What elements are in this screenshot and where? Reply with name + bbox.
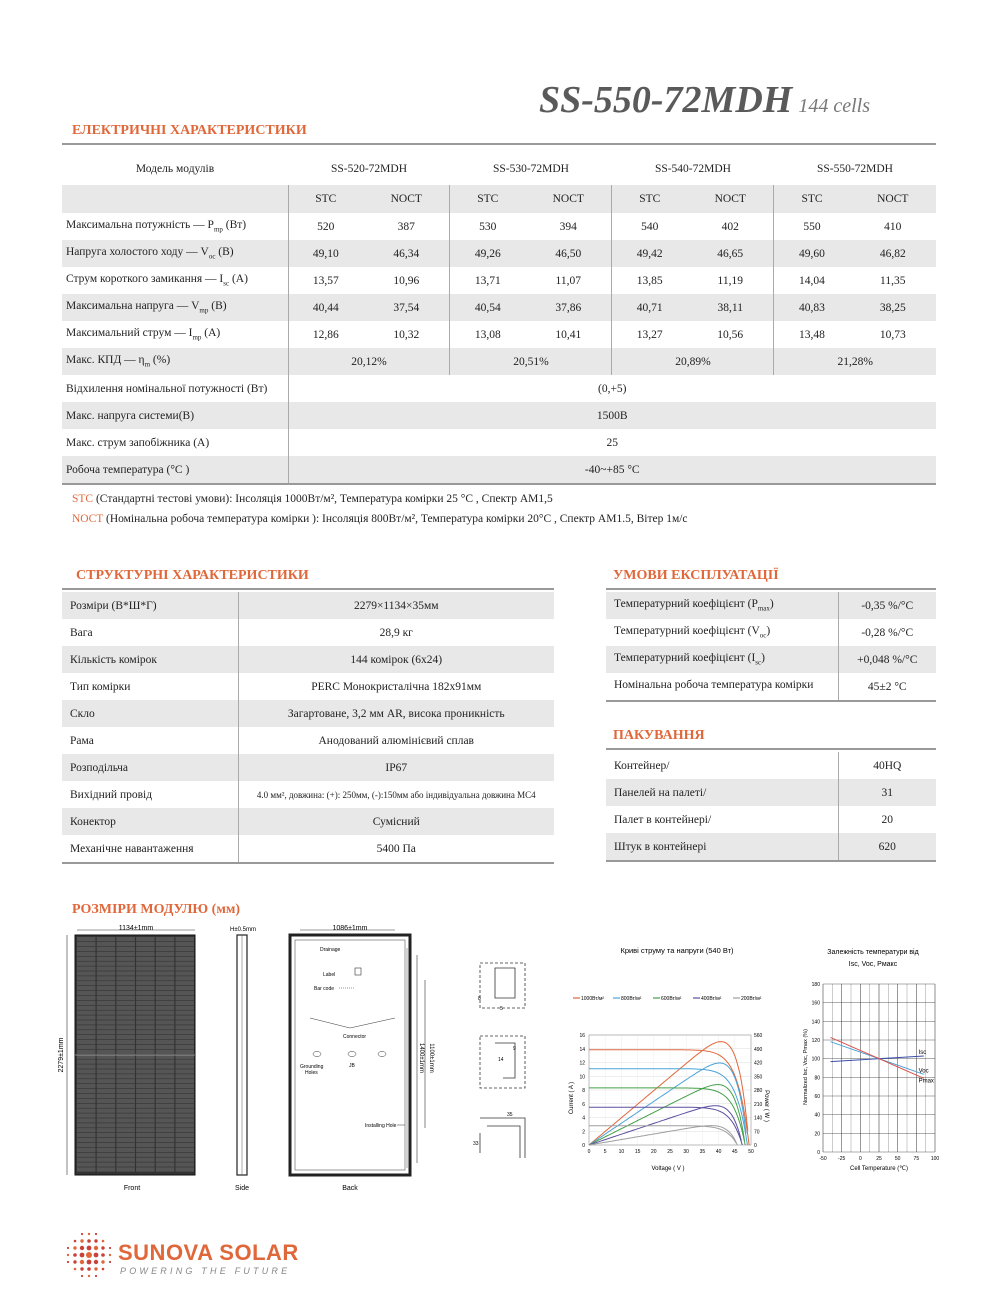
structural-row (62, 619, 554, 646)
logo-dot (87, 1239, 91, 1243)
temp-ytick: 80 (814, 1075, 820, 1082)
row-label: Рама (62, 727, 238, 754)
dim-5: 5 (500, 1006, 503, 1012)
logo-dot (73, 1246, 76, 1249)
iv-y2tick: 210 (754, 1101, 763, 1108)
iv-ytick: 12 (579, 1060, 585, 1067)
row-value: 144 комірок (6x24) (350, 653, 443, 666)
logo-dot (67, 1247, 69, 1249)
row-value: Анодований алюмінієвий сплав (318, 734, 474, 747)
row-value: PERC Монокристалічна 182x91мм (311, 680, 482, 693)
logo-dot (109, 1261, 111, 1263)
jb-label: JB (349, 1063, 355, 1069)
operating-table (606, 592, 936, 702)
row-label: Максимальний струм — $I_{mp}$ (A) (66, 327, 221, 342)
row-value: 1500В (288, 402, 936, 429)
dim-9: 9 (513, 1046, 516, 1052)
row-value: 40,83 (774, 294, 850, 321)
logo-dot (94, 1246, 98, 1250)
structural-row (62, 646, 554, 673)
logo-dot (81, 1233, 83, 1235)
temp-series-label: Pmax (918, 1078, 934, 1085)
iv-xlabel: Voltage ( V ) (651, 1166, 685, 1172)
packing-row (606, 779, 936, 806)
row-value: 46,50 (555, 247, 582, 260)
side-view (230, 927, 256, 1192)
row-value: 410 (884, 220, 902, 233)
stc-head: STC (288, 185, 363, 213)
iv-y2label: Power ( W ) (763, 1090, 769, 1122)
electrical-row (62, 267, 936, 294)
row-label: Відхилення номінальної потужності (Вт) (66, 382, 268, 395)
iv-chart (565, 940, 770, 1180)
divider (606, 748, 936, 750)
temp-ytick: 120 (811, 1038, 820, 1044)
temp-ytick: 100 (811, 1056, 820, 1063)
row-value: 10,96 (393, 274, 420, 287)
model-name: SS-530-72MDH (492, 163, 569, 175)
temp-xtick: 25 (876, 1156, 882, 1162)
temp-series-label: Voc (918, 1068, 929, 1075)
iv-xtick: 20 (651, 1149, 657, 1155)
iv-y2tick: 0 (754, 1143, 757, 1149)
row-value: 49,26 (450, 240, 525, 267)
row-value: +0,048 %/°C (857, 653, 918, 666)
logo-dot (109, 1247, 111, 1249)
logo-dot (102, 1240, 105, 1243)
temp-ytick: 40 (814, 1112, 820, 1119)
logo-dot (101, 1253, 105, 1257)
logo-dot (102, 1268, 105, 1271)
logo-dot (95, 1233, 97, 1235)
logo-dot (67, 1261, 69, 1263)
row-value: -0,35 %/°C (861, 599, 914, 612)
iv-ylabel: Current ( A ) (569, 1081, 575, 1115)
iv-xtick: 50 (748, 1149, 754, 1155)
electrical-title: ЕЛЕКТРИЧНІ ХАРАКТЕРИСТИКИ (72, 123, 307, 138)
side-h: H±0.5mm (230, 927, 256, 933)
row-label: Температурний коефіцієнт $(P_{max})$ (606, 592, 838, 619)
row-value: 10,56 (717, 328, 744, 341)
row-label: Номінальна робоча температура комірки (606, 673, 838, 700)
row-value: 530 (450, 213, 525, 240)
structural-row (62, 727, 554, 754)
row-value: 4.0 мм², довжина: (+): 250мм, (-):150мм або індивідуальна довжина MC4 (256, 789, 536, 800)
model-name: SS-550-72MDH (816, 163, 893, 175)
row-label: Макс. КПД — $\eta_m$ (%) (66, 354, 171, 369)
structural-row (62, 700, 554, 727)
row-value: 13,57 (288, 267, 363, 294)
row-label: Максимальна потужність — $P_{mp}$ (Вт) (66, 219, 247, 234)
logo-dot (74, 1240, 77, 1243)
logo-dot (80, 1267, 83, 1270)
row-label: Максимальна напруга — $V_{mp}$ (В) (66, 300, 227, 315)
row-value: Сумісний (372, 815, 420, 828)
iv-curve (589, 1126, 737, 1145)
row-label: Вихідний провід (62, 781, 238, 808)
operating-row (606, 619, 936, 646)
iv-curve (589, 1088, 745, 1145)
pv-curve (589, 1126, 736, 1145)
brand-name: SUNOVA SOLAR (118, 1240, 299, 1265)
front-height: 2279±1mm (58, 1037, 65, 1073)
row-label: Тип комірки (62, 673, 238, 700)
row-value: 11,19 (717, 274, 743, 287)
row-value: 13,85 (612, 267, 687, 294)
row-label: Розподільча (62, 754, 238, 781)
back-view (290, 925, 434, 1192)
electrical-row (62, 213, 936, 240)
stc-head: STC (774, 185, 850, 213)
logo-dot (80, 1239, 83, 1242)
row-label: Напруга холостого ходу — $V_{oc}$ (В) (66, 246, 234, 261)
iv-xtick: 40 (715, 1149, 722, 1155)
structural-row (62, 835, 554, 862)
structural-title: СТРУКТУРНІ ХАРАКТЕРИСТИКИ (76, 568, 309, 583)
temp-series-label: Isc (918, 1049, 927, 1056)
installing-label: Installing Hole (365, 1123, 397, 1129)
efficiency-value: 20,89% (612, 348, 774, 375)
temp-ytick: 60 (814, 1094, 820, 1100)
noct-head: NOCT (390, 193, 422, 205)
front-label: Front (123, 1185, 141, 1192)
row-value: 20 (881, 813, 893, 826)
efficiency-value: 20,12% (288, 348, 450, 375)
iv-legend-item: 600Вт/м² (661, 996, 682, 1002)
iv-xtick: 25 (667, 1149, 673, 1155)
structural-row (62, 781, 554, 808)
barcode-label: Bar code (314, 986, 335, 992)
noct-note: NOCT (Номінальна робоча температура комірки ): Інсоляція 800Вт/м², Температура комірки 20°C , Спектр AM1.5, Вітер 1м/с (72, 513, 688, 525)
row-value: IP67 (385, 761, 408, 774)
logo-dot (73, 1253, 77, 1257)
logo-dot (87, 1246, 92, 1251)
back-width: 1086±1mm (332, 925, 368, 932)
structural-row (62, 592, 554, 619)
row-value: 45±2 °C (867, 680, 907, 693)
operating-row (606, 592, 936, 619)
structural-row (62, 808, 554, 835)
grounding-label: Grounding (300, 1064, 324, 1070)
iv-xtick: 30 (683, 1149, 689, 1155)
row-label: Панелей на палеті/ (606, 779, 838, 806)
iv-title: Криві струму та напруги (540 Вт) (620, 946, 734, 955)
iv-ytick: 10 (579, 1074, 585, 1081)
row-label: Розміри (В*Ш*Г) (62, 592, 238, 619)
brand-tagline: POWERING THE FUTURE (120, 1266, 291, 1276)
row-label: Макс. струм запобіжника (A) (66, 436, 210, 449)
row-value: 37,54 (393, 301, 420, 314)
row-value: 394 (559, 220, 577, 233)
logo-dot (94, 1267, 97, 1270)
logo-dot (74, 1268, 77, 1271)
iv-y2tick: 420 (754, 1060, 763, 1067)
logo-dot (73, 1260, 76, 1263)
dim-33: 33 (473, 1141, 479, 1147)
iv-y2tick: 140 (754, 1115, 763, 1122)
packing-title: ПАКУВАННЯ (613, 728, 705, 743)
row-value: 49,60 (774, 240, 850, 267)
row-value: 13,27 (612, 321, 687, 348)
iv-y2tick: 490 (754, 1046, 763, 1053)
row-label: Контейнер/ (606, 752, 838, 779)
row-label: Струм короткого замикання — $I_{sc}$ (A) (66, 273, 248, 288)
back-label: Back (342, 1185, 358, 1192)
temp-chart (795, 942, 945, 1178)
row-label: Вага (62, 619, 238, 646)
stc-head: STC (612, 185, 687, 213)
label-label: Label (323, 972, 336, 978)
iv-ytick: 8 (582, 1088, 585, 1094)
dim-14: 14 (498, 1057, 504, 1063)
row-value: (0,+5) (288, 375, 936, 402)
electrical-table (62, 153, 936, 485)
iv-ytick: 6 (582, 1101, 585, 1108)
noct-head: NOCT (552, 193, 584, 205)
temp-xtick: -25 (838, 1156, 846, 1162)
row-value: 25 (288, 429, 936, 456)
logo-dot (94, 1239, 97, 1242)
back-h2: 1100±1mm (428, 1043, 434, 1073)
iv-xtick: 35 (699, 1149, 706, 1155)
cells-label: 144 cells (798, 95, 870, 117)
logo-dot (109, 1254, 111, 1256)
row-value: 550 (774, 213, 850, 240)
row-value: 11,07 (555, 274, 581, 287)
logo-dot (80, 1246, 84, 1250)
logo-mark (60, 1228, 122, 1284)
temp-xtick: 100 (930, 1156, 940, 1162)
row-value: 5400 Па (376, 842, 416, 855)
row-value: 2279×1134×35мм (353, 599, 439, 612)
electrical-row (62, 321, 936, 348)
iv-legend-item: 1000Вт/м² (581, 996, 605, 1002)
iv-y2tick: 70 (754, 1129, 760, 1136)
row-value: 387 (397, 220, 415, 233)
row-value: 14,04 (774, 267, 850, 294)
iv-legend-item: 400Вт/м² (701, 996, 722, 1002)
iv-xtick: 15 (634, 1149, 641, 1155)
logo-dot (101, 1260, 104, 1263)
stc-head: STC (450, 185, 525, 213)
temp-ylabel: Normalized Isc, Voc, Pmax (%) (803, 1029, 809, 1105)
row-label: Кількість комірок (62, 646, 238, 673)
row-value: 40,54 (450, 294, 525, 321)
front-width: 1134±1mm (118, 925, 154, 932)
row-value: 13,48 (774, 321, 850, 348)
logo-dot (94, 1260, 98, 1264)
row-value: 11,35 (880, 274, 906, 287)
operating-title: УМОВИ ЕКСПЛУАТАЦІЇ (613, 568, 779, 583)
row-value: 10,73 (879, 328, 906, 341)
row-value: 38,11 (717, 301, 743, 314)
temp-xtick: 0 (858, 1156, 862, 1162)
temp-xtick: 75 (913, 1156, 920, 1162)
row-value: 10,32 (393, 328, 420, 341)
row-value: -0,28 %/°C (861, 626, 914, 639)
logo-dot (95, 1275, 97, 1277)
packing-row (606, 752, 936, 779)
row-value: 40HQ (873, 759, 902, 772)
logo-dot (80, 1260, 84, 1264)
iv-y2tick: 350 (754, 1074, 763, 1081)
connector-label: Connector (343, 1034, 367, 1040)
iv-xtick: 45 (732, 1149, 738, 1155)
row-value: 49,10 (288, 240, 363, 267)
model-name: SS-540-72MDH (654, 163, 731, 175)
temp-ytick: 140 (811, 1019, 820, 1026)
structural-table (62, 592, 554, 864)
row-value: -40~+85 °C (288, 456, 936, 483)
temp-title1: Залежність температури від (827, 949, 919, 956)
side-label: Side (234, 1185, 250, 1192)
row-value: Загартоване, 3,2 мм AR, висока проникність (287, 707, 505, 720)
row-value: 10,41 (555, 328, 582, 341)
iv-legend-item: 800Вт/м² (621, 996, 642, 1002)
row-label: Скло (62, 700, 238, 727)
module-drawings (55, 918, 575, 1198)
dim-8: 8 (478, 996, 481, 1002)
iv-xtick: 10 (618, 1149, 625, 1155)
noct-head: NOCT (877, 193, 909, 205)
operating-row (606, 646, 936, 673)
logo-dot (80, 1253, 85, 1258)
row-value: 13,71 (450, 267, 525, 294)
dimensions-title: РОЗМІРИ МОДУЛЮ (мм) (72, 902, 241, 917)
packing-row (606, 806, 936, 833)
row-value: 40,71 (612, 294, 687, 321)
noct-head: NOCT (714, 193, 746, 205)
row-label: Температурний коефіцієнт $(I_{sc})$ (606, 646, 838, 673)
row-label: Макс. напруга системи(В) (66, 409, 195, 422)
electrical-row (62, 294, 936, 321)
iv-ytick: 4 (582, 1115, 585, 1122)
divider (62, 143, 936, 145)
temp-xtick: 50 (894, 1156, 901, 1162)
row-label: Механічне навантаження (62, 835, 238, 862)
row-label: Робоча температура (°C ) (66, 463, 190, 476)
row-label: Палет в контейнері/ (606, 806, 838, 833)
row-value: 49,42 (612, 240, 687, 267)
row-value: 38,25 (879, 301, 906, 314)
row-value: 620 (878, 840, 896, 853)
iv-ytick: 0 (582, 1143, 585, 1149)
logo-dot (67, 1254, 69, 1256)
row-value: 40,44 (288, 294, 363, 321)
temp-title2: Isc, Voc, Pмакс (848, 961, 898, 968)
row-value: 13,08 (450, 321, 525, 348)
packing-table (606, 752, 936, 862)
dim-35: 35 (507, 1112, 513, 1118)
row-value: 46,65 (717, 247, 744, 260)
row-value: 520 (288, 213, 363, 240)
model-name: SS-520-72MDH (330, 163, 408, 175)
iv-ytick: 16 (579, 1033, 585, 1039)
model-label: Модель модулів (135, 163, 215, 175)
row-value: 402 (721, 220, 739, 233)
temp-ytick: 20 (814, 1131, 820, 1138)
logo-dot (94, 1253, 99, 1258)
stc-note: STC (Стандартні тестові умови): Інсоляція 1000Вт/м², Температура комірки 25 °C , Спектр AM1,5 (72, 493, 553, 505)
drainage-label: Drainage (320, 947, 341, 953)
temp-xlabel: Cell Temperature (℃) (850, 1166, 908, 1172)
logo-dot (81, 1275, 83, 1277)
temp-ytick: 160 (811, 1000, 820, 1007)
iv-ytick: 14 (579, 1046, 585, 1053)
model-title: SS-550-72MDH 144 cells (538, 79, 870, 121)
logo-dot (88, 1275, 90, 1277)
iv-xtick: 5 (603, 1149, 607, 1155)
holes-label: Holes (305, 1070, 318, 1076)
iv-legend-item: 200Вт/м² (741, 996, 762, 1002)
iv-xtick: 0 (587, 1149, 591, 1155)
row-value: 46,34 (393, 247, 420, 260)
temp-ytick: 180 (811, 982, 820, 988)
logo-dot (86, 1252, 92, 1258)
efficiency-value: 21,28% (774, 348, 936, 375)
divider (606, 588, 936, 590)
temp-series-pmax (831, 1037, 924, 1078)
row-value: 540 (612, 213, 687, 240)
row-label: Конектор (62, 808, 238, 835)
row-value: 46,82 (879, 247, 906, 260)
back-h1: 1400±1mm (418, 1043, 424, 1073)
temp-xtick: -50 (819, 1156, 827, 1162)
structural-row (62, 754, 554, 781)
logo-dot (87, 1260, 92, 1265)
operating-row (606, 673, 936, 700)
efficiency-value: 20,51% (450, 348, 612, 375)
logo-dot (101, 1246, 104, 1249)
row-value: 28,9 кг (379, 626, 413, 639)
iv-y2tick: 280 (754, 1088, 763, 1094)
row-value: 37,86 (555, 301, 582, 314)
row-value: 12,86 (288, 321, 363, 348)
temp-ytick: 0 (817, 1150, 820, 1156)
iv-ytick: 2 (582, 1129, 585, 1136)
row-label: Температурний коефіцієнт $(V_{oc})$ (606, 619, 838, 646)
divider (62, 588, 554, 590)
packing-row (606, 833, 936, 860)
row-label: Штук в контейнері (606, 833, 838, 860)
structural-row (62, 673, 554, 700)
row-value: 31 (881, 786, 893, 799)
iv-y2tick: 560 (754, 1033, 763, 1039)
electrical-row (62, 240, 936, 267)
logo-dot (88, 1233, 90, 1235)
logo-dot (87, 1267, 91, 1271)
front-view (58, 925, 195, 1192)
